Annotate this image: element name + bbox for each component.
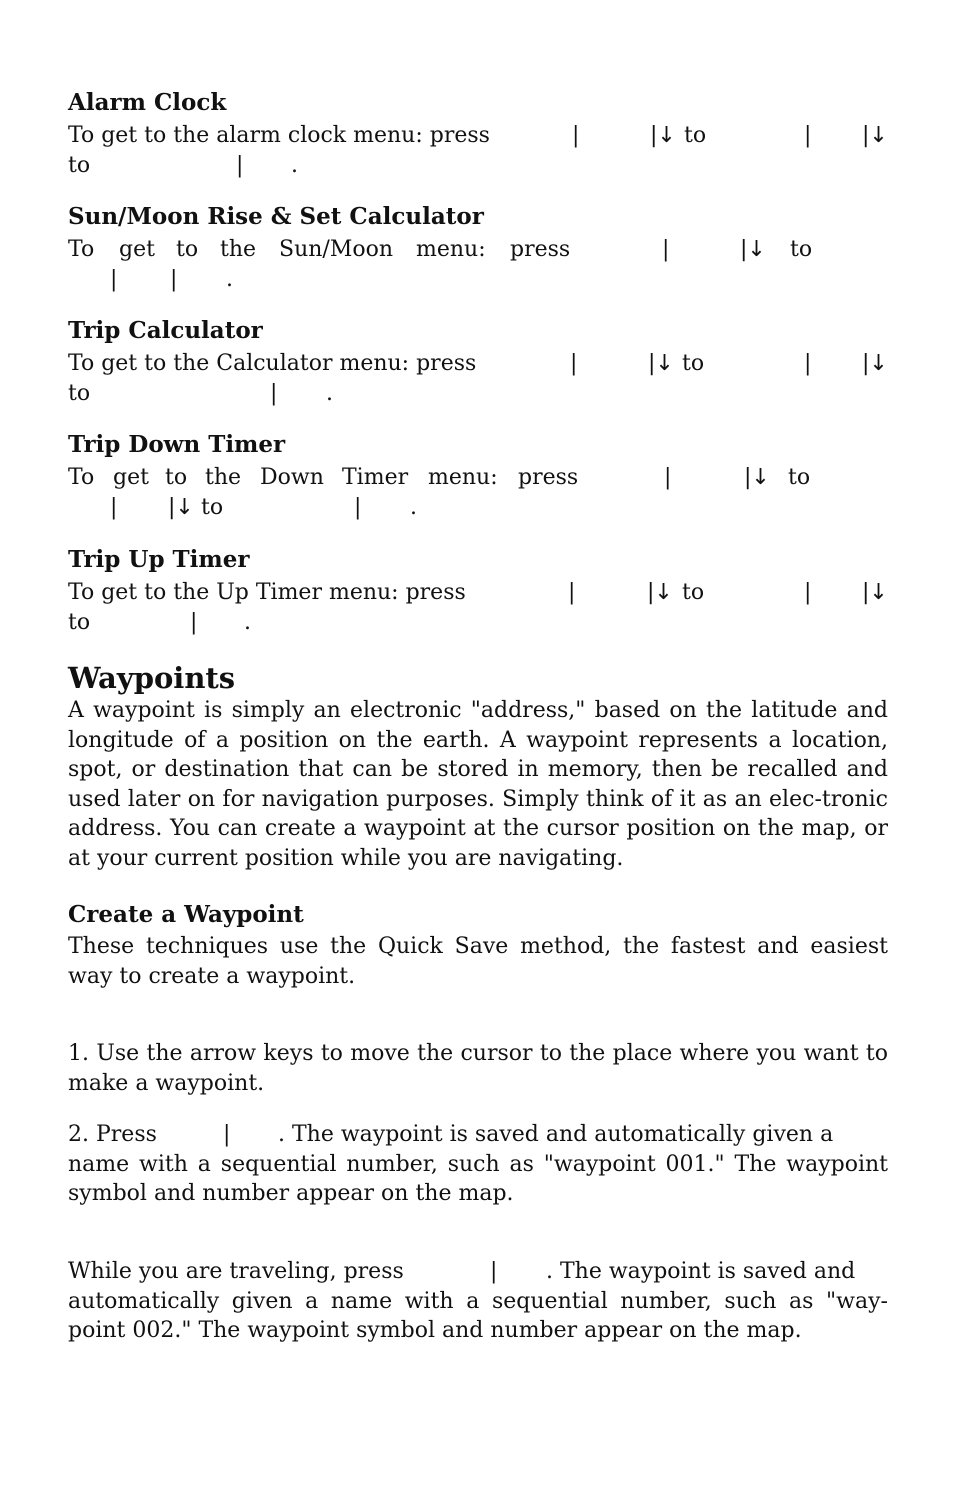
tripcalc-line-2: to | .	[68, 380, 333, 406]
down-arrow-icon: |↓	[862, 580, 888, 605]
section-create-waypoint	[68, 900, 888, 991]
heading-trip-calculator: Trip Calculator	[68, 317, 263, 344]
downtimer-line-2: | |↓ to | .	[68, 493, 888, 523]
alarm-line-2: to | .	[68, 152, 298, 178]
step-1: 1. Use the arrow keys to move the cursor to the place where you want to make a waypoint.	[68, 1041, 888, 1096]
step-2: 2. Press | . The waypoint is saved and automatically given a name with a sequential number, such as "waypoint 001." The waypoint symbol and number appear on the map.	[68, 1122, 888, 1207]
section-trip-calculator	[68, 316, 888, 408]
waypoints-body: A waypoint is simply an electronic "address," based on the latitude and longitude of a position on the earth. A waypoint represents a location, spot, or destination that can be stored in memory, then be recalled and used later on for navigation purposes. Simply think of it as an elec-tronic address. You can create a waypoint at the cursor position on the map, or at your current position while you are navigating.	[68, 698, 888, 871]
sunmoon-line-2: | | .	[110, 266, 233, 292]
heading-waypoints: Waypoints	[68, 661, 236, 695]
section-trip-up-timer	[68, 545, 888, 637]
create-intro: These techniques use the Quick Save method, the fastest and easiest way to create a waypoint.	[68, 934, 888, 989]
heading-create-waypoint: Create a Waypoint	[68, 901, 304, 928]
heading-trip-down-timer: Trip Down Timer	[68, 431, 286, 458]
heading-alarm-clock: Alarm Clock	[68, 89, 227, 116]
down-arrow-icon: |↓	[648, 351, 674, 376]
sunmoon-line-1: To get to the Sun/Moon menu: press | |↓ to	[68, 235, 888, 265]
section-trip-down-timer	[68, 430, 888, 522]
down-arrow-icon: |↓	[647, 580, 673, 605]
heading-sun-moon: Sun/Moon Rise & Set Calculator	[68, 203, 484, 230]
section-sun-moon	[68, 202, 888, 294]
down-arrow-icon: |↓	[862, 123, 888, 148]
alarm-line-1: To get to the alarm clock menu: press | |↓ to | |↓	[68, 121, 888, 151]
down-arrow-icon: |↓	[862, 351, 888, 376]
traveling-instructions: While you are traveling, press | . The waypoint is saved and automatically given a name with a sequential number, such as "way-point 002." The waypoint symbol and number appear on the map.	[68, 1259, 888, 1344]
heading-trip-up-timer: Trip Up Timer	[68, 546, 250, 573]
down-arrow-icon: |↓	[744, 465, 770, 490]
uptimer-line-2: to | .	[68, 609, 251, 635]
down-arrow-icon: |↓	[650, 123, 676, 148]
downtimer-line-1: To get to the Down Timer menu: press | |↓ to	[68, 463, 888, 493]
section-waypoints	[68, 660, 888, 874]
down-arrow-icon: |↓	[168, 494, 194, 520]
uptimer-line-1: To get to the Up Timer menu: press | |↓ to | |↓	[68, 578, 888, 608]
section-alarm-clock	[68, 88, 888, 180]
down-arrow-icon: |↓	[740, 237, 766, 262]
tripcalc-line-1: To get to the Calculator menu: press | |↓ to | |↓	[68, 349, 888, 379]
